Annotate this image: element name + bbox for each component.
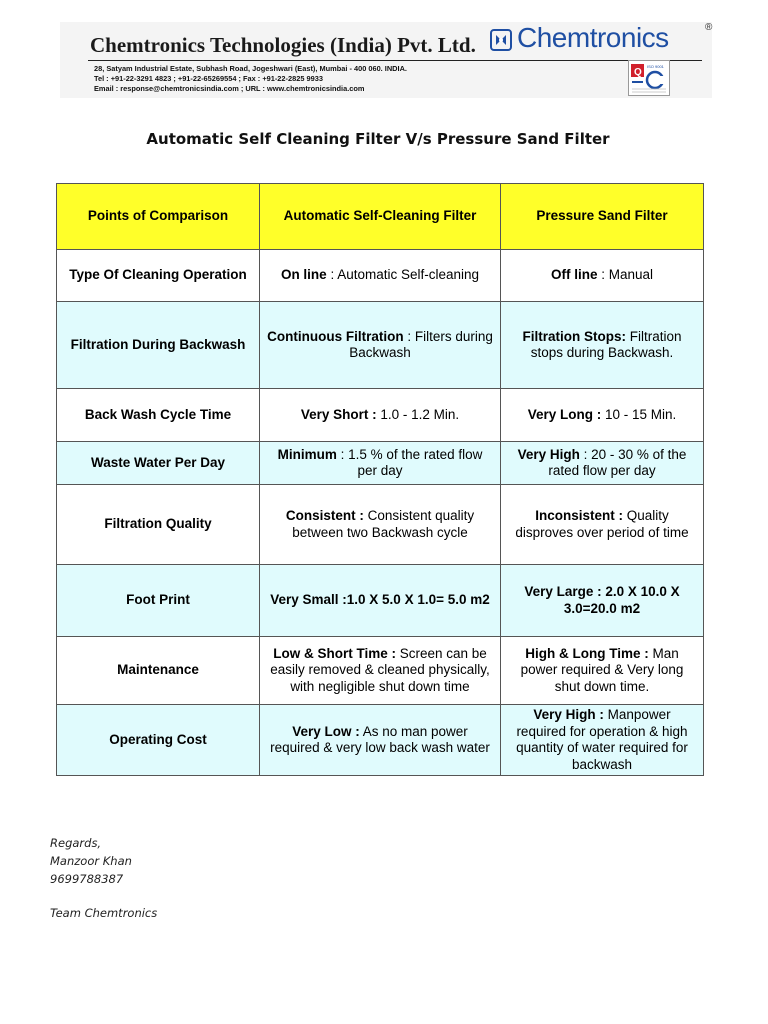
cell-label: Very Large : 2.0 X 10.0 X 3.0=20.0 m2: [524, 584, 680, 616]
header-self-cleaning-filter: Automatic Self-Cleaning Filter: [260, 184, 501, 250]
iso-certification-badge: [628, 60, 670, 96]
table-header-row: [57, 184, 704, 250]
company-name: Chemtronics Technologies (India) Pvt. Ltd.: [90, 33, 476, 57]
cell-text: : Filters during Backwash: [349, 328, 493, 360]
comparison-point: Waste Water Per Day: [57, 442, 260, 485]
cell-label: Off line: [550, 267, 598, 283]
cell-label: Very High: [517, 446, 580, 462]
header-pressure-sand-filter: Pressure Sand Filter: [501, 184, 704, 250]
table-row: [57, 485, 704, 565]
comparison-point: Type Of Cleaning Operation: [57, 250, 260, 302]
comparison-point: Back Wash Cycle Time: [57, 389, 260, 442]
sand-filter-cell: [501, 705, 704, 776]
table-row: [57, 565, 704, 637]
header-points: Points of Comparison: [57, 184, 260, 250]
signer-name: Manzoor Khan: [50, 854, 132, 868]
cell-label: Minimum: [277, 446, 337, 462]
cell-text: Consistent quality between two Backwash cycle: [292, 508, 475, 540]
cell-text: As no man power required & very low back wash water: [270, 723, 490, 755]
cell-text: Quality disproves over period of time: [515, 508, 689, 540]
contact-line: Email : response@chemtronicsindia.com ; URL : www.chemtronicsindia.com: [94, 84, 365, 93]
self-cleaning-cell: [260, 485, 501, 565]
signer-phone: 9699788387: [50, 872, 124, 886]
self-cleaning-cell: [260, 442, 501, 485]
table-row: [57, 389, 704, 442]
table-row: [57, 637, 704, 705]
svg-text:Q: Q: [634, 67, 642, 78]
cell-text: 10 - 15 Min.: [601, 406, 677, 422]
letterhead-rule: [88, 60, 702, 61]
cell-label: Very Small :1.0 X 5.0 X 1.0= 5.0 m2: [270, 592, 490, 608]
cell-label: High & Long Time :: [525, 645, 649, 661]
cell-label: Very Low :: [292, 723, 360, 739]
self-cleaning-cell: [260, 302, 501, 389]
sand-filter-cell: [501, 302, 704, 389]
cell-label: Consistent :: [285, 508, 364, 523]
cell-label: Very Short :: [300, 406, 377, 422]
table-row: [57, 442, 704, 485]
cell-text: Manpower required for operation & high quantity of water required for backwash: [516, 707, 688, 772]
sand-filter-cell: [501, 389, 704, 442]
self-cleaning-cell: [260, 565, 501, 637]
comparison-point: Foot Print: [57, 565, 260, 637]
cell-text: : 1.5 % of the rated flow per day: [336, 446, 483, 478]
registered-mark: ®: [705, 22, 713, 33]
sand-filter-cell: [501, 442, 704, 485]
sand-filter-cell: [501, 637, 704, 705]
table-row: [57, 302, 704, 389]
table-row: [57, 705, 704, 776]
regards-line: Regards,: [50, 836, 102, 850]
team-name: Team Chemtronics: [50, 906, 158, 920]
sand-filter-cell: [501, 565, 704, 637]
cell-label: Very High :: [533, 707, 604, 722]
cell-text: Man power required & Very long shut down time.: [520, 645, 684, 694]
cell-text: Screen can be easily removed & cleaned physically, with negligible shut down time: [270, 645, 490, 694]
cell-text: : Manual: [597, 267, 654, 283]
comparison-point: Filtration Quality: [57, 485, 260, 565]
self-cleaning-cell: [260, 637, 501, 705]
cell-label: Low & Short Time :: [273, 645, 396, 661]
document-title: Automatic Self Cleaning Filter V/s Pressure Sand Filter: [146, 130, 610, 148]
cell-label: Inconsistent :: [535, 508, 623, 523]
cell-label: On line: [280, 267, 327, 283]
comparison-point: Filtration During Backwash: [57, 302, 260, 389]
cell-text: 1.0 - 1.2 Min.: [376, 406, 460, 422]
letterhead: [60, 22, 712, 98]
cell-label: Very Long :: [527, 406, 602, 422]
table-row: [57, 250, 704, 302]
cell-label: Filtration Stops:: [522, 328, 626, 344]
cell-text: : Automatic Self-cleaning: [326, 267, 480, 283]
cell-label: Continuous Filtration: [267, 328, 404, 344]
phone-line: Tel : +91-22-3291 4823 ; +91-22-65269554 ; Fax : +91-22-2825 9933: [94, 74, 323, 83]
comparison-point: Maintenance: [57, 637, 260, 705]
comparison-table: [56, 183, 704, 776]
sand-filter-cell: [501, 485, 704, 565]
cell-text: : 20 - 30 % of the rated flow per day: [548, 446, 687, 478]
chemtronics-logo-icon: [490, 29, 512, 51]
brand-name: Chemtronics: [517, 22, 669, 53]
sand-filter-cell: [501, 250, 704, 302]
self-cleaning-cell: [260, 389, 501, 442]
self-cleaning-cell: [260, 250, 501, 302]
comparison-point: Operating Cost: [57, 705, 260, 776]
cell-text: Filtration stops during Backwash.: [530, 328, 682, 360]
address-line: 28, Satyam Industrial Estate, Subhash Road, Jogeshwari (East), Mumbai - 400 060. INDIA.: [94, 64, 407, 73]
badge-caption: ISO 9001: [647, 64, 664, 69]
self-cleaning-cell: [260, 705, 501, 776]
signature-block: [50, 834, 157, 922]
